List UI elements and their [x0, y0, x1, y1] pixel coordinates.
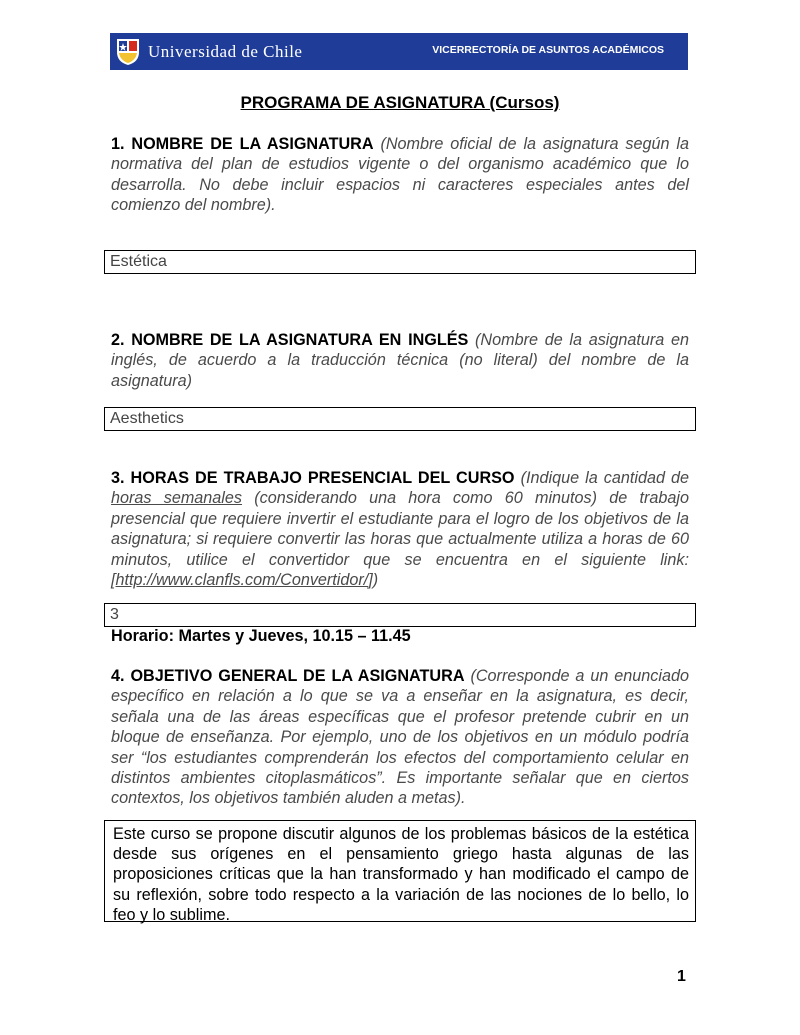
- section-3-hint-a: (Indique la cantidad de: [520, 469, 690, 487]
- page-title: PROGRAMA DE ASIGNATURA (Cursos): [240, 93, 560, 112]
- subject-name-english-field: [104, 407, 696, 431]
- subject-name-english-value: Aesthetics: [110, 410, 184, 427]
- page-number: 1: [677, 968, 686, 985]
- section-1-hint: (Nombre oficial de la asignatura según la normativa del plan de estudios vigente o del organismo académico que lo desarrolla. No debe incluir espacios ni caracteres especiales antes del comienzo del nombre).: [111, 135, 689, 215]
- general-objective-value: Este curso se propone discutir algunos de los problemas básicos de la estética desde sus orígenes en el pensamiento griego hasta algunas de las proposiciones críticas que la han transformado y han modificado el campo de su reflexión, sobre todo respecto a la variación de las nociones de lo bello, lo feo y lo sublime.: [113, 825, 689, 924]
- section-2-instructions: [111, 330, 689, 391]
- office-name: VICERRECTORÍA DE ASUNTOS ACADÉMICOS: [432, 44, 664, 56]
- header-banner: [110, 33, 688, 70]
- schedule-text: Horario: Martes y Jueves, 10.15 – 11.45: [111, 627, 411, 645]
- weekly-hours-field: [104, 603, 696, 627]
- converter-link[interactable]: http://www.clanfls.com/Convertidor/: [115, 571, 369, 590]
- section-2-heading: 2. NOMBRE DE LA ASIGNATURA EN INGLÉS: [111, 331, 469, 349]
- section-3-hint-c: ]): [368, 571, 379, 590]
- subject-name-field: [104, 250, 696, 274]
- section-4-heading: 4. OBJETIVO GENERAL DE LA ASIGNATURA: [111, 667, 465, 685]
- section-3-instructions: [111, 468, 689, 590]
- subject-name-value: Estética: [110, 253, 167, 270]
- section-1-heading: 1. NOMBRE DE LA ASIGNATURA: [111, 135, 374, 153]
- university-name: Universidad de Chile: [148, 42, 303, 61]
- section-3-hint-b: (considerando una hora como 60 minutos) de trabajo presencial que requiere invertir el estudiante para el logro de los objetivos de la asignatura; si requiere convertir las horas que actualmente utiliza a horas de 60 minutos, utilice el convertidor que se encuentra en el siguiente link: [: [111, 489, 690, 590]
- university-crest-icon: [115, 37, 141, 66]
- general-objective-field: [104, 820, 696, 922]
- section-2-hint: (Nombre de la asignatura en inglés, de acuerdo a la traducción técnica (no literal) del nombre de la asignatura): [111, 331, 689, 390]
- section-1-instructions: [111, 134, 689, 216]
- section-4-hint: (Corresponde a un enunciado específico en relación a lo que se va a enseñar en la asignatura, es decir, señala una de las áreas específicas que el profesor pretende cubrir en un bloque de enseñanza. Por ejemplo, uno de los objetivos en un módulo podría ser “los estudiantes comprenderán los efectos del comportamiento celular en distintos ambientes citoplasmáticos”. Es importante señalar que en ciertos contextos, los objetivos también aluden a metas).: [111, 667, 689, 808]
- section-3-heading: 3. HORAS DE TRABAJO PRESENCIAL DEL CURSO: [111, 469, 515, 487]
- section-4-instructions: [111, 666, 689, 809]
- weekly-hours-value: 3: [110, 606, 119, 623]
- section-3-hint-underlined: horas semanales: [111, 489, 243, 508]
